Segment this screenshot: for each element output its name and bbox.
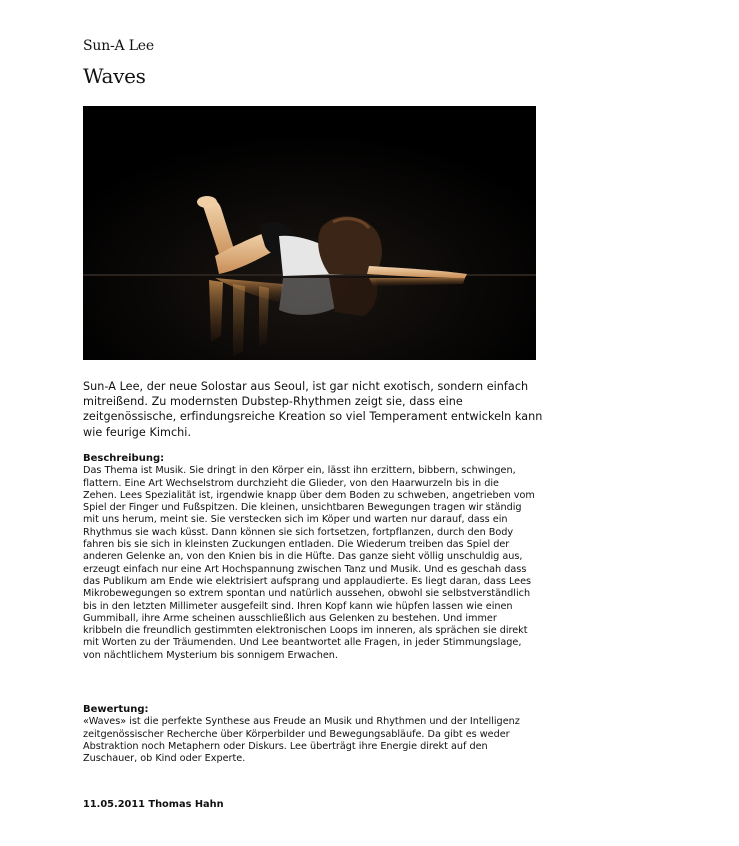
dancer-photo bbox=[83, 106, 536, 360]
evaluation-heading: Bewertung: bbox=[83, 704, 149, 715]
byline: 11.05.2011 Thomas Hahn bbox=[83, 799, 224, 810]
page-title: Waves bbox=[83, 64, 146, 88]
intro-paragraph: Sun-A Lee, der neue Solostar aus Seoul, ist gar nicht exotisch, sondern einfach mitreißend. Zu modernsten Dubstep-Rhythmen zeigt sie, dass eine zeitgenössische, erfindungsreiche Kreation so viel Temperament entwickeln kann wie feurige Kimchi. bbox=[83, 380, 543, 439]
evaluation-body: «Waves» ist die perfekte Synthese aus Freude an Musik und Rhythmen und der Intelligenz zeitgenössischer Recherche über Körperbilder und Bewegungsabläufe. Da gibt es weder Abstraktion noch Metaphern oder Diskurs. Lee überträgt ihre Energie direkt auf den Zuschauer, ob Kind oder Experte. bbox=[83, 716, 520, 765]
description-section bbox=[83, 453, 535, 662]
description-body: Das Thema ist Musik. Sie dringt in den Körper ein, lässt ihn erzittern, bibbern, schwingen, flattern. Eine Art Wechselstrom durchzieht die Glieder, von den Haarwurzeln bis in die Zehen. Lees Spezialität ist, irgendwie knapp über dem Boden zu schweben, angetrieben vom Spiel der Finger und Fußspitzen. Die kleinen, unsichtbaren Bewegungen tragen wir ständig mit uns herum, meint sie. Sie verstecken sich im Köper und warten nur darauf, dass ein Rhythmus sie wach küsst. Dann können sie sich fortsetzen, fortpflanzen, durch den Body fahren bis sie sich in kleinsten Zuckungen entladen. Die Wiederum treiben das Spiel der anderen Gelenke an, von den Knien bis in die Hüfte. Das ganze sieht völlig unschuldig aus, erzeugt einfach nur eine Art Hochspannung zwischen Tanz und Musik. Und es geschah dass das Publikum am Ende wie elektrisiert aufsprang und applaudierte. Es liegt daran, dass Lees Mikrobewegungen so extrem spontan und natürlich aussehen, obwohl sie selbstverständlich bis in den letzten Millimeter ausgefeilt sind. Ihren Kopf kann wie hüpfen lassen wie einen Gummiball, ihre Arme scheinen ausschließlich aus Gelenken zu bestehen. Und immer kribbeln die freundlich gestimmten elektronischen Loops im inneren, als sprächen sie direkt mit Worten zu der Träumenden. Und Lee beantwortet alle Fragen, in jeder Stimmungslage, von nächtlichem Mysterium bis sonnigem Erwachen. bbox=[83, 465, 535, 661]
author-name: Sun-A Lee bbox=[83, 38, 154, 54]
description-heading: Beschreibung: bbox=[83, 453, 165, 464]
evaluation-section bbox=[83, 704, 535, 765]
